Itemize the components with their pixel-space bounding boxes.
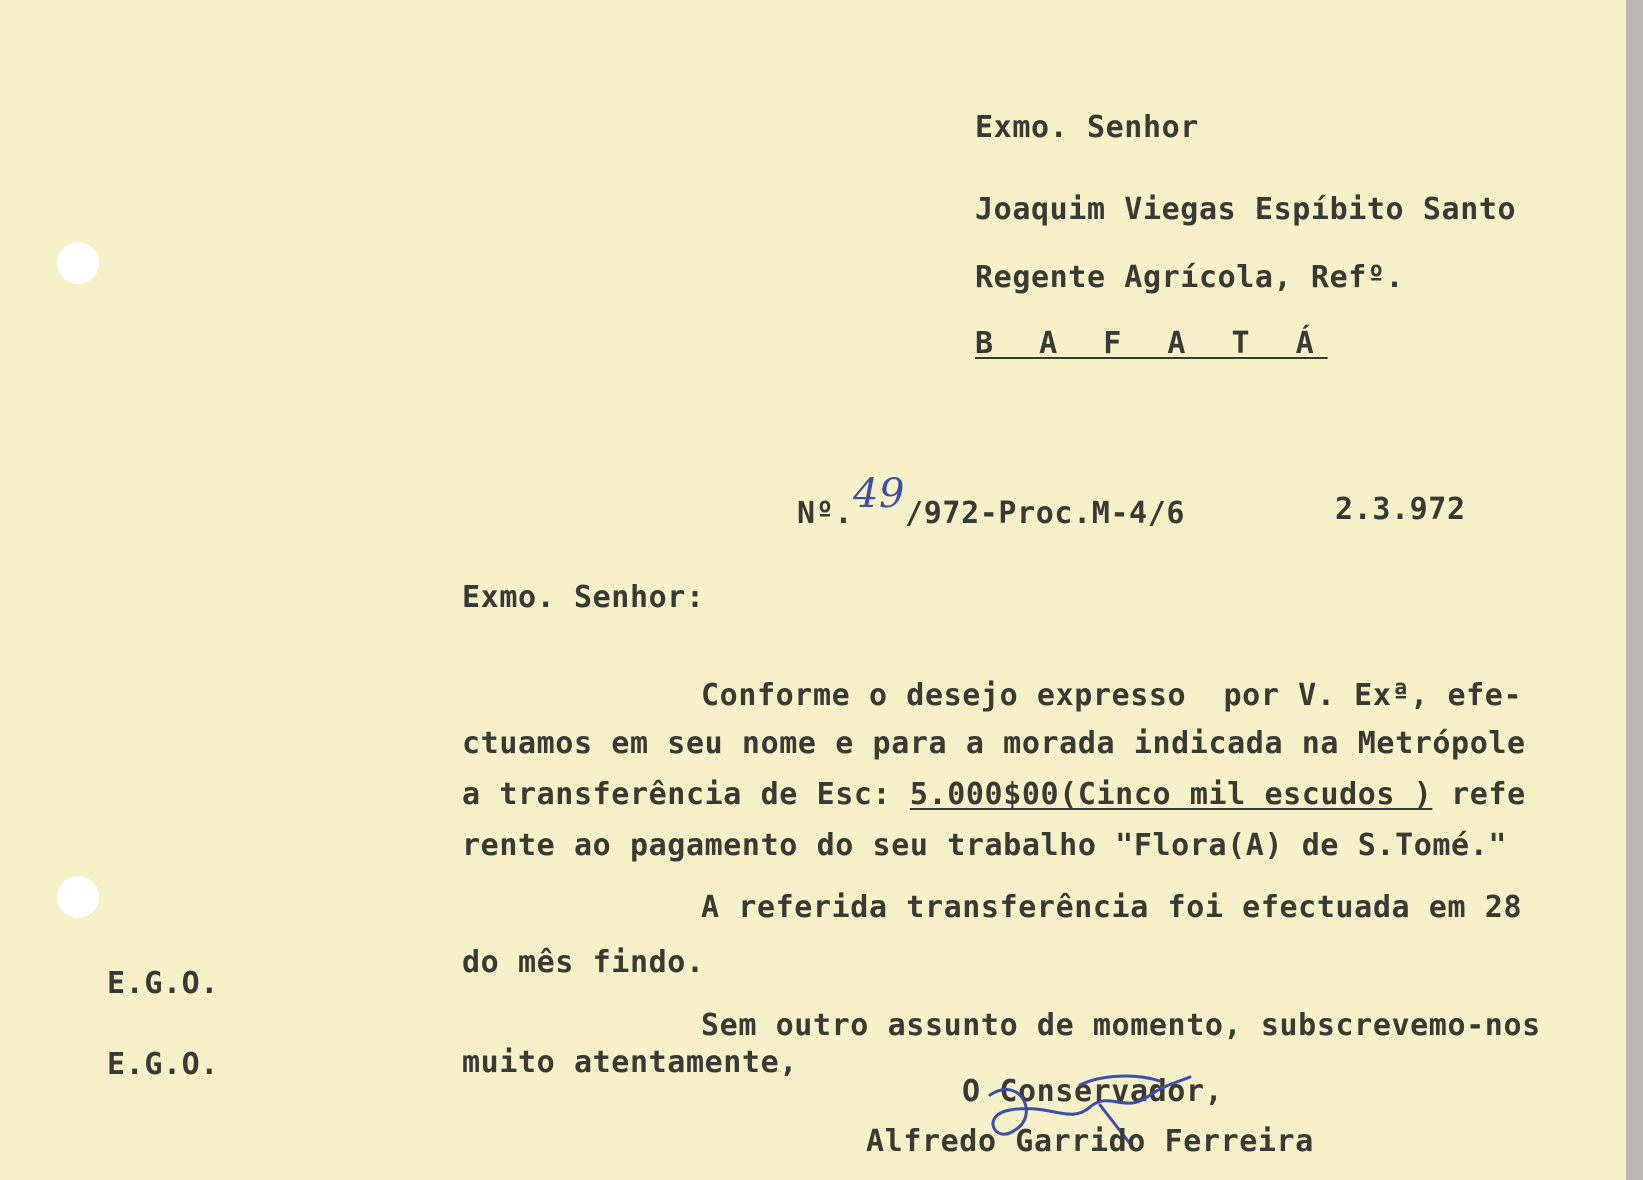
reference-line — [797, 471, 1186, 532]
body-p1-line4: rente ao pagamento do seu trabalho "Flora(A) de S.Tomé." — [462, 828, 1508, 863]
signature-name: Alfredo Garrido Ferreira — [866, 1124, 1314, 1159]
transfer-amount: 5.000$00(Cinco mil escudos ) — [909, 777, 1433, 812]
reference-suffix: /972-Proc.M-4/6 — [905, 496, 1186, 531]
addressee-title: Regente Agrícola, Refº. — [975, 260, 1405, 295]
addressee-name: Joaquim Viegas Espíbito Santo — [975, 192, 1517, 227]
body-p1-line3-a: a transferência de Esc: — [462, 777, 910, 812]
margin-note-1: E.G.O. — [107, 966, 219, 1001]
body-p2-line1: A referida transferência foi efectuada em 28 — [701, 890, 1523, 925]
reference-handwritten-number: 49 — [853, 471, 906, 517]
addressee-city: B A F A T Á — [975, 326, 1328, 361]
body-p1-line3 — [462, 777, 1526, 813]
body-p1-line1: Conforme o desejo expresso por V. Exª, efe- — [701, 678, 1523, 713]
letter-date: 2.3.972 — [1335, 492, 1466, 527]
page-edge — [1626, 0, 1643, 1180]
margin-note-2: E.G.O. — [107, 1047, 219, 1082]
signature-role: O Conservador, — [962, 1074, 1224, 1109]
body-p2-line2: do mês findo. — [462, 945, 705, 980]
greeting: Exmo. Senhor: — [462, 580, 705, 615]
body-p3-line1: Sem outro assunto de momento, subscrevemo-nos — [701, 1008, 1541, 1043]
body-p1-line3-b: refe — [1432, 777, 1526, 812]
punch-hole-top — [57, 242, 99, 284]
punch-hole-bottom — [57, 876, 99, 918]
body-p1-line2: ctuamos em seu nome e para a morada indicada na Metrópole — [462, 726, 1526, 761]
addressee-salutation: Exmo. Senhor — [975, 110, 1199, 145]
body-p3-line2: muito atentamente, — [462, 1045, 798, 1080]
reference-prefix: Nº. — [797, 496, 853, 531]
